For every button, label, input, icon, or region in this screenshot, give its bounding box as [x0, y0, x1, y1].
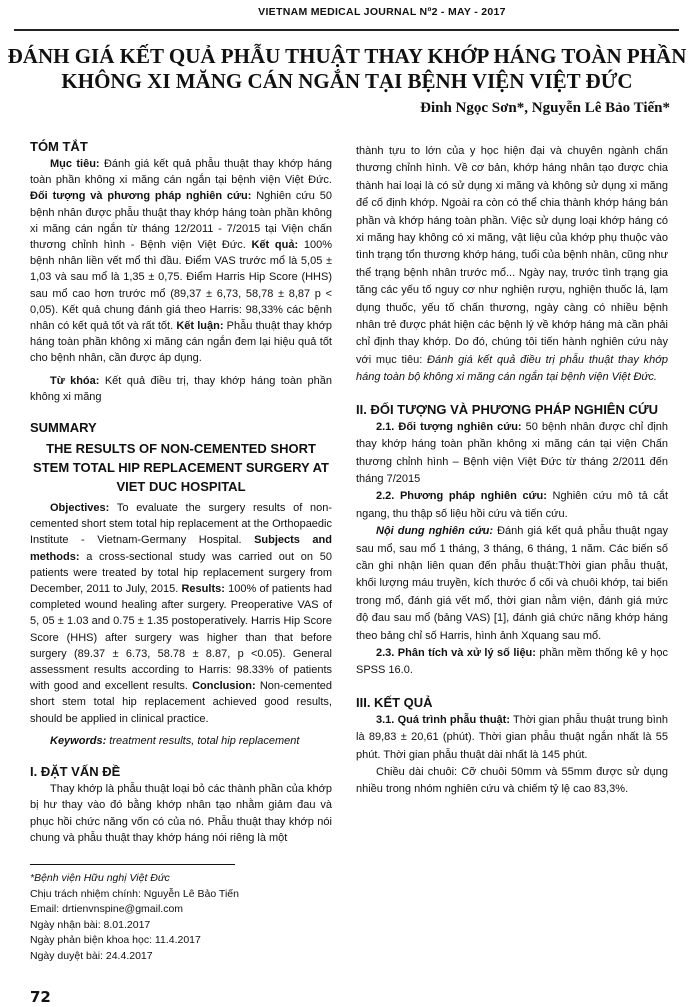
text-run: Nghiên cứu 50 bệnh nhân được phẫu thuật thay khớp háng toàn phần không xi măng cán ngắn từ tháng 12/2011 - 7/2015 tại Viện chấn thương chỉnh hình - Bệnh viện Việt Đức. — [30, 190, 332, 252]
footnote-line[interactable]: Email: drtienvnspine@gmail.com — [30, 903, 184, 916]
text-run: 100% of patients had completed wound healing after surgery. Preoperative VAS of 5, 05 ± 1.03 and 0.75 ± 1.35 postoperatively. Harris Hip Score Score (HHS) after surgery was higher than that before surgery (89.37 ± 6.73, 58.78 ± 8.87, p <0.05). General assessment results according to Harris: 98.33% of patients with good and excellent results. — [30, 583, 332, 693]
text-run: Đánh giá kết quả phẫu thuật ngay sau mổ, sau mổ 1 tháng, 3 tháng, 6 tháng, 1 năm. Các biến số cần ghi nhận liên quan đến phẫu thuật:Thời gian phẫu thuật, khối lượng máu truyền, kích thước ổ cối và chuôi khớp, tai biến trong mổ, đánh giá vết mổ, thời gian nằm viện, đánh giá mức độ đau sau mổ (bảng VAS) [1], đánh giá chức năng khớp háng theo bảng chỉ số Harris, hình ảnh Xquang sau mổ. — [356, 525, 668, 642]
paragraph — [356, 712, 668, 764]
authors: Đinh Ngọc Sơn*, Nguyễn Lê Bảo Tiến* — [420, 100, 670, 116]
footnote-line: *Bệnh viện Hữu nghị Việt Đức — [30, 872, 170, 885]
section-heading: I. ĐẶT VẤN ĐỀ — [30, 764, 121, 780]
text-run: Phẫu thuật thay khớp háng toàn phần không xi măng cán ngắn đem lại hiệu quả tốt cho bệnh nhân, cần được áp dụng. — [30, 320, 332, 365]
text-run: Nghiên cứu mô tả cắt ngang, thu thập số liệu hồi cứu và tiến cứu. — [356, 490, 669, 520]
emphasis-run: Subjects and methods: — [30, 534, 332, 563]
paragraph — [30, 156, 332, 367]
text-run: Đánh giá kết quả phẫu thuật thay khớp háng toàn phần không xi măng cán ngắn tại bệnh viện Việt Đức. — [30, 158, 333, 187]
section-heading: II. ĐỐI TƯỢNG VÀ PHƯƠNG PHÁP NGHIÊN CỨU — [356, 401, 659, 417]
emphasis-run: Từ khóa: — [50, 374, 100, 387]
emphasis-run: Đối tượng và phương pháp nghiên cứu: — [30, 190, 252, 203]
emphasis-run: Đánh giá kết quả điều trị phẫu thuật thay khớp háng toàn bộ không xi măng cán ngắn tại bệnh viện Việt Đức. — [356, 353, 668, 384]
english-title: THE RESULTS OF NON-CEMENTED SHORT STEM TOTAL HIP REPLACEMENT SURGERY AT VIET DUC HOSPITAL — [33, 441, 329, 495]
text-run: To evaluate the surgery results of non-cemented short stem total hip replacement at the Orthopaedic Institute - Vietnam-Germany Hospital. — [30, 502, 332, 547]
journal-header: VIETNAM MEDICAL JOURNAL Nº2 - MAY - 2017 — [258, 6, 506, 18]
paragraph — [30, 733, 332, 749]
footnote-line: Ngày phản biện khoa học: 11.4.2017 — [30, 934, 201, 947]
text-run: Thay khớp là phẫu thuật loại bỏ các thành phần của khớp bị hư thay vào đó bằng khớp nhân tạo nhằm giảm đau và phục hồi chức năng vốn có của nó. Phẫu thuật thay khớp nói chung và phẫu thuật thay khớp háng nói riêng là một — [30, 783, 332, 844]
paragraph — [30, 781, 332, 846]
emphasis-run: 3.1. Quá trình phẫu thuật: — [376, 713, 510, 726]
footnote-rule — [30, 864, 235, 866]
right-column — [356, 143, 668, 799]
title-line-2: KHÔNG XI MĂNG CÁN NGẮN TẠI BỆNH VIỆN VIỆT ĐỨC — [61, 69, 633, 93]
text-run: Kết quả điều trị, thay khớp háng toàn phần không xi măng — [30, 374, 332, 403]
paragraph — [356, 764, 668, 799]
footnote-line: Ngày duyệt bài: 24.4.2017 — [30, 949, 153, 962]
text-run: Thời gian phẫu thuật trung bình là 89,83 ± 20,61 (phút). Thời gian phẫu thuật ngắn nhất là 55 phút. Thời gian phẫu thuật dài nhất là 145 phút. — [356, 713, 668, 761]
footnote-line: Chịu trách nhiệm chính: Nguyễn Lê Bảo Tiến — [30, 887, 239, 900]
emphasis-run: Nội dung nghiên cứu: — [376, 525, 494, 538]
text-run: 50 bệnh nhân được chỉ định thay khớp háng toàn phần không xi măng cán tại viện Chấn thương chỉnh hình – Bệnh viện Việt Đức từ tháng 2/2011 đến tháng 7/2015 — [356, 420, 668, 485]
paragraph — [356, 419, 668, 489]
emphasis-run: Kết luận: — [176, 320, 224, 333]
article-title — [0, 44, 694, 94]
text-run: a cross-sectional study was carried out on 50 patients were treated by total hip replacement surgery from December, 2011 to July, 2015. — [30, 550, 332, 596]
paragraph — [30, 500, 332, 727]
header-rule — [14, 29, 679, 31]
emphasis-run: Mục tiêu: — [50, 158, 100, 170]
paragraph — [356, 488, 668, 523]
paragraph — [356, 523, 668, 645]
section-heading: III. KẾT QUẢ — [356, 694, 433, 710]
paragraph — [356, 645, 668, 680]
emphasis-run: Kết quả: — [251, 239, 299, 252]
section-heading: TÓM TẮT — [30, 139, 88, 154]
emphasis-run: treatment results, total hip replacement — [106, 734, 300, 747]
emphasis-run: 2.1. Đối tượng nghiên cứu: — [376, 420, 522, 433]
left-column-body — [30, 138, 332, 846]
text-run: Chiều dài chuôi: Cỡ chuôi 50mm và 55mm được sử dụng nhiều trong nhóm nghiên cứu và chiếm tỷ lệ cao 83,3%. — [356, 766, 668, 796]
emphasis-run: 2.2. Phương pháp nghiên cứu: — [376, 490, 547, 503]
text-run: 100% bệnh nhân liền vết mổ thì đầu. Điểm VAS trước mổ là 5,05 ± 1,03 và sau mổ là 1,35 ± 0,75. Điểm Harris Hip Score (HHS) sau mổ cao hơn trước mổ (89,37 ± 6,73, 58,78 ± 8,87 p < 0,05). Kết quả chung đánh giá theo Harris: 98,33% các bệnh nhân có kết quả tốt và rất tốt. — [30, 239, 332, 333]
footnote-line: Ngày nhận bài: 8.01.2017 — [30, 918, 151, 931]
left-column — [30, 138, 332, 1006]
title-line-1: ĐÁNH GIÁ KẾT QUẢ PHẪU THUẬT THAY KHỚP HÁNG TOÀN PHẦN — [7, 44, 687, 68]
text-run: thành tựu to lớn của y học hiện đại và chuyên ngành chấn thương chỉnh hình. Về cơ bản, khớp háng nhân tạo được chia thành hai loại là có sử dụng xi măng và không sử dụng xi măng để cố định khớp. Ngoài ra còn có thể chia thành khớp háng bán phần và khớp háng toàn phần. Việc sử dụng loại khớp háng có xi măng hay không có xi măng, vật liệu của khớp phụ thuộc vào tình trạng tổn thương khớp háng, tuổi của bệnh nhân, cũng như thể trạng bệnh nhân trước mổ... Ngày nay, trước tình trạng gia tăng các yếu tố nguy cơ như nghiện rượu, nghiện thuốc lá, lạm dụng thuốc, yếu tố chấn thương, ngày càng có nhiều bệnh nhân trẻ được phát hiện các bệnh lý về khớp háng mà cần phải chỉ định thay khớp. Do đó, chúng tôi tiến hành nghiên cứu này với mục tiêu: — [356, 145, 668, 366]
paragraph — [30, 373, 332, 405]
emphasis-run: 2.3. Phân tích và xử lý số liệu: — [376, 646, 536, 659]
text-run: phần mềm thống kê y học SPSS 16.0. — [356, 646, 668, 677]
page-number: 72 — [30, 988, 51, 1007]
footnotes — [30, 871, 332, 964]
section-heading: SUMMARY — [30, 420, 97, 436]
text-run: Non-cemented short stem total hip replacement achieved good results, should be applied in clinical practice. — [30, 680, 332, 725]
emphasis-run: Objectives: — [50, 502, 110, 515]
emphasis-run: Conclusion: — [192, 680, 256, 693]
emphasis-run: Keywords: — [50, 734, 107, 747]
paragraph — [356, 143, 668, 387]
emphasis-run: Results: — [181, 583, 225, 596]
